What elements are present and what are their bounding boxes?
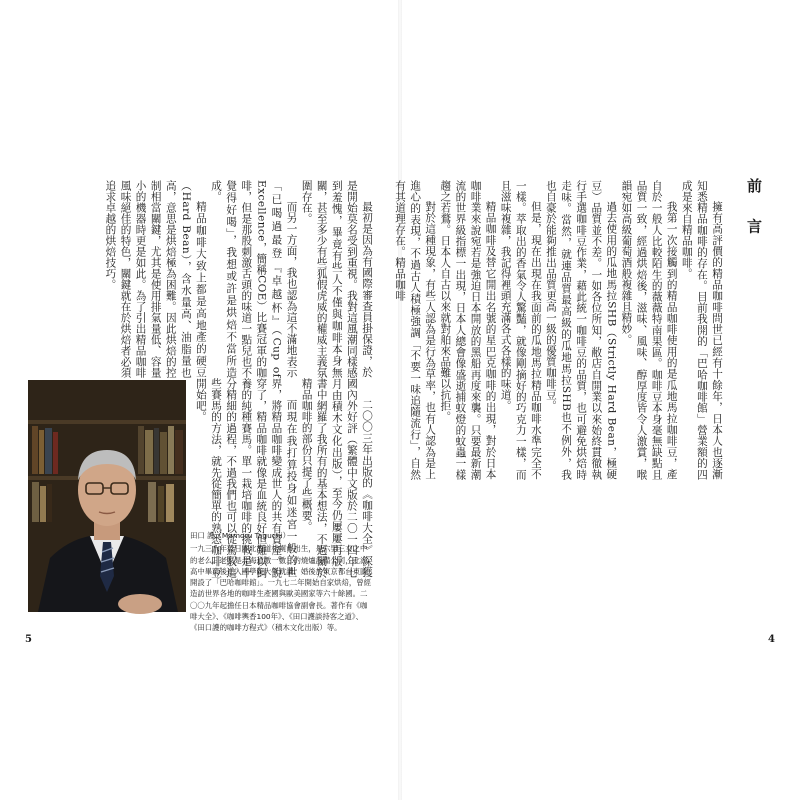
paragraph: 對於這種現象，有些人認為是行為草率，也有人認為是上進心的表現，不過古人積極強調「不要一味追隨流行」，自然有其道理存在。精品咖啡 [394,180,437,480]
chapter-title: 前 言 [745,178,763,244]
paragraph: 而另一方面，我也認為這不滿地表示「已喝過最登『卓越杯』（Cup of Excellence，簡稱COE）比賽冠軍的咖啡，但是那股刺激舌頭的味道一點兒也不覺得好喝」，我想或許是烘焙不當所造成。 [210,180,298,378]
paragraph: 最初是因為有國際審查員掛保證，於是開始莫名受到重視。我對這風潮同樣感到羞愧，畢竟有些人不僅與咖啡本身無關，甚至多少有些狐假虎威的權威主義氛圍存在。 [300,180,373,378]
author-name: 田口 護（Mamoru Taguchi） [190,531,290,540]
paragraph: 過去使用的瓜地馬拉SHB（Strictly Hard Bean，極硬豆）品質並不差。一如各位所知，敝店自開業以來始終貫徹執行手選咖啡豆作業，藉此統一咖啡豆的品質，也可避免烘焙時走味。當然，就連品質最高級的瓜地馬拉SHB也不例外，我也自豪於能夠推出品質更高一級的優質咖啡豆。 [544,180,618,480]
author-bio: 一九三八年於日本北海道札幌市出生，是六男三女之中的老么。老家是北海道數一數二的燒爐設備公司，北海高中畢業後進入國學院大學就讀。婚後於東京都台東區開設了「巴哈咖啡館」。一九七二年開始自家烘焙，曾經造訪世界各地的咖啡生產國與歐美國家等六十餘國。二〇〇九年起擔任日本精品咖啡協會副會長。著作有《咖啡大全》、《咖啡輿香100年》、《田口護談持客之道》、《田口護的咖啡方程式》（積木文化出版）等。 [190,544,372,633]
paragraph: 精品咖啡及替它開出名號的星巴克咖啡的出現，對於日本咖啡業來說宛若是強迫日本開放的黑船再度來襲。只要最新潮流的世界級指標一出現，日本人總會像盛逝捕蚊燈的蚊蟲一樣趨之若鶩。日本人自古以來就對舶來品難以抗拒。 [439,180,497,480]
paragraph: 精品咖啡大致上都是高地產的硬豆（Hard Bean），含水量高、油脂量也高，意思是烘焙極為困難。因此烘焙的控制相當關鍵，尤其是使用排氣量低、容量小的機器時更是如此。為了引出精品咖啡風味絕佳的特色，關鍵就在於烘焙者必須追求卓越的烘焙技巧。 [104,180,207,378]
paragraph: 擁有高評價的精品咖啡問世已經有十餘年，日本人也逐漸知悉精品咖啡的存在。目前我開的「巴哈咖啡館」營業額的四成是來自精品咖啡。 [680,180,723,480]
page-number-left: 5 [25,634,32,645]
author-photo [28,380,186,612]
left-page [0,0,398,800]
right-page [394,0,800,800]
right-body [394,180,724,480]
author-caption [190,530,374,634]
left-body-top [28,180,374,378]
page-number-right: 4 [768,634,775,645]
paragraph: 但是，現在出現在我面前的瓜地馬拉精品咖啡水準完全不一樣。萃取出的香氣令人驚豔，就像剛摘好的巧克力一樣，而且滋味複雜，我記得裡頭充滿各式各樣的味道。 [499,180,542,480]
paragraph: 而現在我打算投身如迷宮一般的世界，將精品咖啡變成世人的共有資產。說穿了，精品咖啡就像是血統良好但難以飼養的純種賽馬。單一栽培咖啡的挑戰是十分精細的過程，不過我們也可以從駕馭這些賽馬的方法，就先從簡單的熟悉咖啡豆開始吧。 [194,378,298,578]
paragraph: 二〇〇三年出版的《咖啡大全》深獲國內外好評（繁體中文版於二〇一四年七月由積木文化出版），至今仍屢屢再版，書中網羅了我所有的基本想法，不過關於精品咖啡的部份只提了些概要。 [300,378,373,578]
paragraph: 我第一次接觸到的精品咖啡使用的是瓜地馬拉咖啡豆，產自於一般人比較陌生的薇薇特南果區。咖啡豆本身毫無缺點且品質一致，經過烘焙後，滋味、風味、醇厚度皆令人激賞，喉韻宛如高級葡萄酒般複雜且精妙。 [620,180,678,480]
